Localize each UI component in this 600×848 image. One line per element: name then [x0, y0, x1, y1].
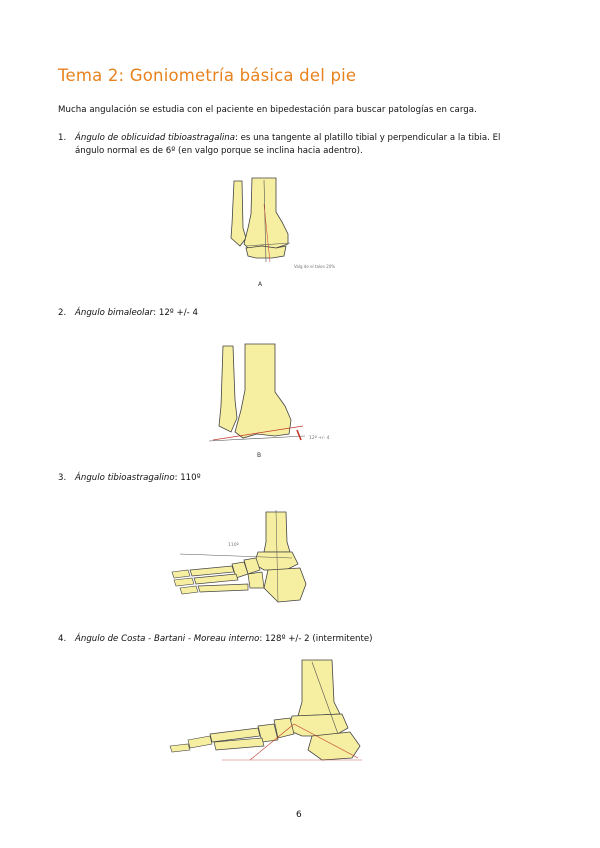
figure-tibioastragalino: [160, 508, 320, 614]
item-number: 3.: [58, 473, 67, 483]
item-text: [75, 633, 542, 646]
figure-bimaleolar: [205, 340, 335, 462]
item-number: 2.: [58, 308, 67, 318]
item-term: Ángulo bimaleolar: [75, 308, 154, 318]
figure-note-a: Valg de el talon 20%: [294, 264, 336, 269]
item-text: [75, 132, 542, 158]
list-item-3: [58, 472, 542, 485]
item-desc: : 110º: [174, 473, 201, 483]
figure-note-b: 12º +/- 4: [309, 436, 330, 441]
item-desc-2: ángulo normal es de 6º (en valgo porque se inclina hacia adentro).: [75, 146, 363, 156]
item-desc: : 128º +/- 2 (intermitente): [259, 634, 373, 644]
item-number: 4.: [58, 634, 67, 644]
figure-oblicuidad-tibioastragalina: [210, 176, 336, 292]
figure-note-3: 110º: [228, 543, 239, 548]
item-term: Ángulo de oblicuidad tibioastragalina: [75, 133, 236, 143]
page-title: Tema 2: Goniometría básica del pie: [58, 66, 357, 85]
item-desc: : 12º +/- 4: [153, 308, 198, 318]
page-number: 6: [296, 810, 302, 820]
figure-caption-b: B: [257, 452, 262, 459]
item-text: [75, 307, 542, 320]
intro-paragraph: Mucha angulación se estudia con el paciente en bipedestación para buscar patologías en carga.: [58, 105, 477, 115]
list-item-4: [58, 633, 542, 646]
item-desc-1: : es una tangente al platillo tibial y perpendicular a la tibia. El: [235, 133, 501, 143]
item-number: 1.: [58, 133, 67, 143]
list-item-1: [58, 132, 542, 158]
item-text: [75, 472, 542, 485]
item-term: Ángulo de Costa - Bartani - Moreau interno: [75, 634, 260, 644]
item-term: Ángulo tibioastragalino: [75, 473, 175, 483]
figure-caption-a: A: [258, 281, 263, 288]
list-item-2: [58, 307, 542, 320]
figure-costa-bartani-moreau: [162, 658, 372, 766]
